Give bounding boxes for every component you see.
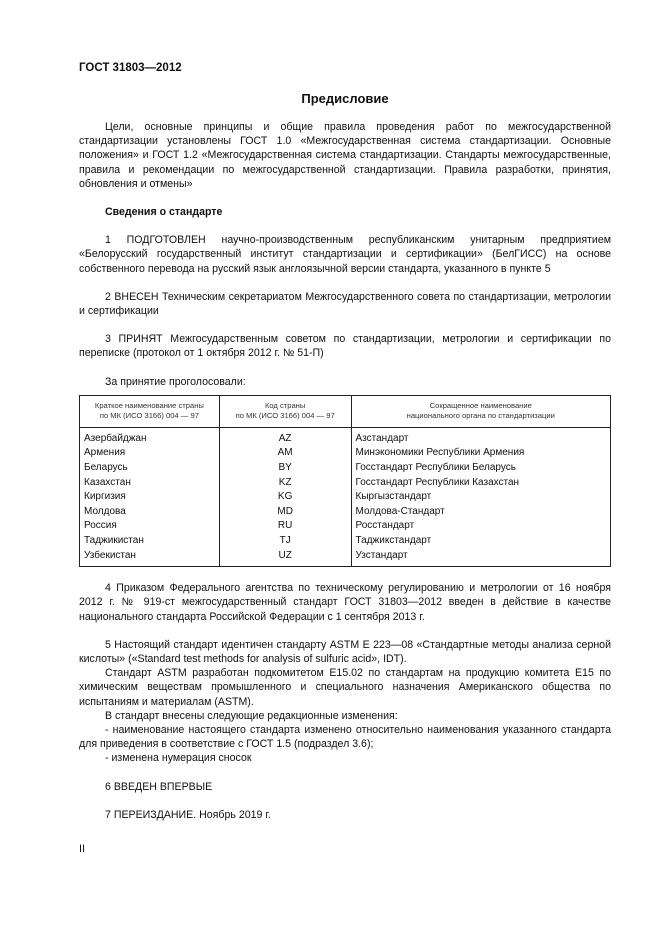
item-1: 1 ПОДГОТОВЛЕН научно-производственным республиканским унитарным предприятием «Белорусский государственный институт стандартизации и сертификации» (БелГИСС) на основе собственного перевода на русский язык англоязычной версии стандарта, указанного в пункте 5: [79, 234, 611, 275]
section-heading: Сведения о стандарте: [105, 206, 223, 219]
body-cell: Узстандарт: [351, 549, 611, 567]
body-cell: Госстандарт Республики Беларусь: [351, 461, 611, 476]
code-cell: TJ: [219, 534, 351, 549]
body-cell: Молдова-Стандарт: [351, 505, 611, 520]
country-cell: Таджикистан: [80, 534, 220, 549]
item-2: 2 ВНЕСЕН Техническим секретариатом Межгосударственного совета по стандартизации, метрологии и сертификации: [79, 290, 611, 318]
item-4: 4 Приказом Федерального агентства по техническому регулированию и метрологии от 16 ноября 2012 г. № 919-ст межгосударственный стандарт ГОСТ 31803—2012 введен в действие в качестве национального стандарта Российской Федерации с 1 сентября 2013 г.: [79, 582, 611, 623]
body-cell: Таджикстандарт: [351, 534, 611, 549]
document-body: [79, 120, 611, 822]
header-line: по МК (ИСО 3166) 004 — 97: [99, 410, 199, 420]
body-cell: Минэкономики Республики Армения: [351, 446, 611, 461]
table-row: [80, 534, 611, 549]
item-5-change-2: - изменена нумерация сносок: [105, 752, 252, 765]
item-6: 6 ВВЕДЕН ВПЕРВЫЕ: [105, 780, 213, 793]
header-line: Код страны: [264, 400, 306, 410]
item-5-changes-intro: В стандарт внесены следующие редакционные изменения:: [105, 709, 398, 722]
code-cell: RU: [219, 519, 351, 534]
table-row: [80, 490, 611, 505]
country-cell: Киргизия: [80, 490, 220, 505]
body-cell: Кыргызстандарт: [351, 490, 611, 505]
header-line: Краткое наименование страны: [94, 400, 204, 410]
country-cell: Россия: [80, 519, 220, 534]
code-cell: AM: [219, 446, 351, 461]
country-cell: Азербайджан: [80, 427, 220, 446]
country-cell: Армения: [80, 446, 220, 461]
item-5-change-1: - наименование настоящего стандарта изменено относительно наименования указанного стандарта для приведения в соответствие с ГОСТ 1.5 (подраздел 3.6);: [79, 724, 611, 751]
body-cell: Госстандарт Республики Казахстан: [351, 476, 611, 491]
code-cell: BY: [219, 461, 351, 476]
intro-paragraph: Цели, основные принципы и общие правила проведения работ по межгосударственной стандартизации установлены ГОСТ 1.0 «Межгосударственная система стандартизации. Основные положения» и ГОСТ 1.2 «Межгосударственная система стандартизации. Стандарты межгосударственные, правила и рекомендации по межгосударственной стандартизации. Правила разработки, принятия, обновления и отмены»: [79, 121, 611, 190]
body-cell: Азстандарт: [351, 427, 611, 446]
country-cell: Узбекистан: [80, 549, 220, 567]
table-row: [80, 446, 611, 461]
table-row: [80, 461, 611, 476]
item-5: 5 Настоящий стандарт идентичен стандарту ASTM E 223—08 «Стандартные методы анализа серной кислоты» («Standard test methods for analysis of sulfuric acid», IDT).: [79, 638, 611, 665]
country-cell: Молдова: [80, 505, 220, 520]
voting-table: [79, 395, 611, 567]
table-row: [80, 476, 611, 491]
item-7: 7 ПЕРЕИЗДАНИЕ. Ноябрь 2019 г.: [105, 808, 271, 821]
document-code: ГОСТ 31803—2012: [79, 62, 182, 74]
voted-label: За принятие проголосовали:: [105, 375, 246, 388]
column-header-body: [351, 395, 611, 427]
code-cell: KZ: [219, 476, 351, 491]
country-cell: Беларусь: [80, 461, 220, 476]
table-row: [80, 519, 611, 534]
header-line: по МК (ИСО 3166) 004 — 97: [235, 410, 335, 420]
code-cell: AZ: [219, 427, 351, 446]
table-row: [80, 549, 611, 567]
code-cell: KG: [219, 490, 351, 505]
body-cell: Росстандарт: [351, 519, 611, 534]
table-row: [80, 427, 611, 446]
column-header-country: [80, 395, 220, 427]
country-cell: Казахстан: [80, 476, 220, 491]
table-row: [80, 505, 611, 520]
table-header-row: [80, 395, 611, 427]
header-line: Сокращенное наименование: [429, 400, 532, 410]
header-line: национального органа по стандартизации: [406, 410, 555, 420]
code-cell: UZ: [219, 549, 351, 567]
page-number: II: [79, 843, 86, 855]
item-3: 3 ПРИНЯТ Межгосударственным советом по стандартизации, метрологии и сертификации по переписке (протокол от 1 октября 2012 г. № 51-П): [79, 333, 611, 360]
column-header-code: [219, 395, 351, 427]
code-cell: MD: [219, 505, 351, 520]
page-title: Предисловие: [301, 91, 389, 106]
item-5-astm-note: Стандарт ASTM разработан подкомитетом E15.02 по стандартам на продукцию комитета E15 по химическим веществам промышленного и специального назначения Американского общества по испытаниям и материалам (ASTM).: [79, 667, 611, 708]
